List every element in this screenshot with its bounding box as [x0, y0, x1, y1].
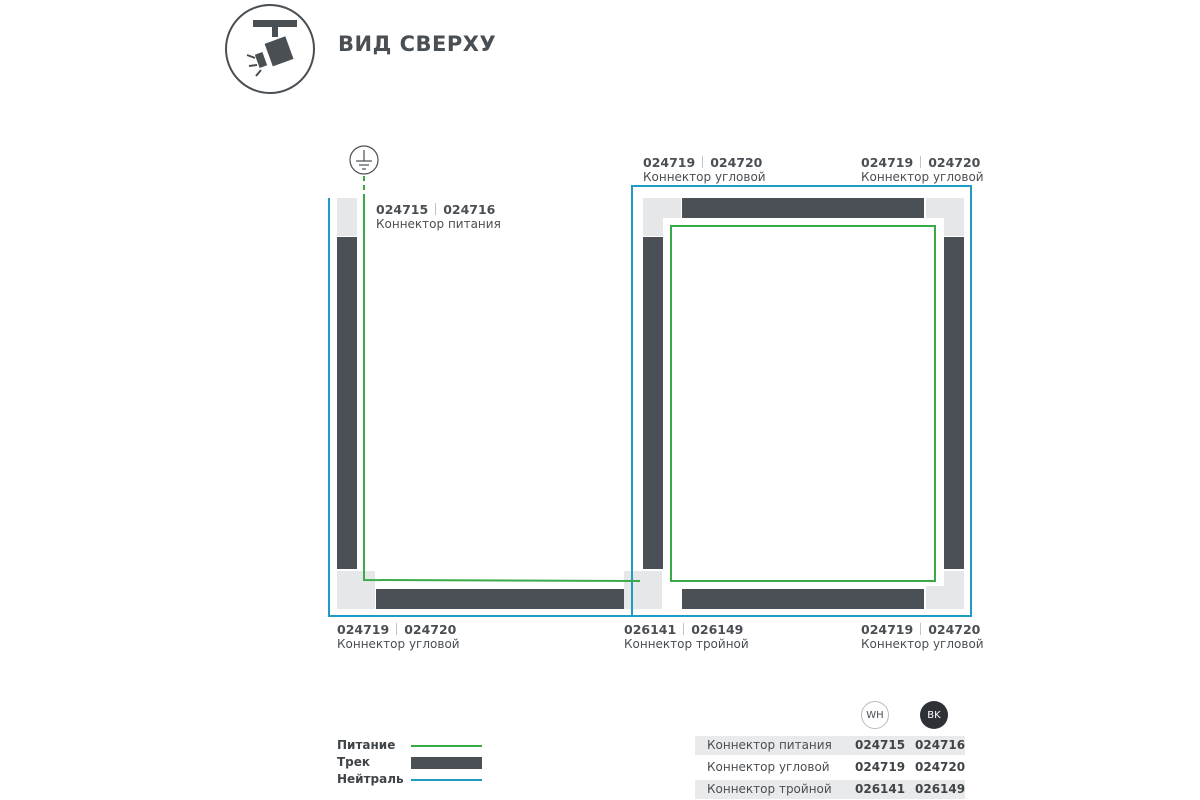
legend-power-swatch — [411, 745, 482, 747]
connector-label-triple: 026141 026149 Коннектор тройной — [624, 622, 749, 651]
track-bottom-right — [682, 589, 924, 609]
track-inner-left — [643, 237, 663, 569]
track-left — [337, 237, 357, 569]
track-bottom-left — [376, 589, 624, 609]
legend-neutral-swatch — [411, 779, 482, 781]
page-title: ВИД СВЕРХУ — [338, 32, 497, 56]
badge-white: WH — [861, 701, 889, 729]
connector-label-corner-top-right: 024719 024720 Коннектор угловой — [861, 155, 984, 184]
connector-label-corner-top-left: 024719 024720 Коннектор угловой — [643, 155, 766, 184]
table-row: Коннектор угловой 024719 024720 — [707, 760, 966, 774]
table-row: Коннектор питания 024715 024716 — [695, 736, 965, 755]
connector-label-corner-bottom-right: 024719 024720 Коннектор угловой — [861, 622, 984, 651]
track-top-right — [682, 198, 924, 218]
legend-track-swatch — [411, 757, 482, 769]
badge-black: BK — [920, 701, 948, 729]
table-row: Коннектор тройной 026141 026149 — [695, 780, 965, 799]
connector-label-power: 024715 024716 Коннектор питания — [376, 202, 501, 231]
connector-label-corner-bottom-left: 024719 024720 Коннектор угловой — [337, 622, 460, 651]
ground-icon — [350, 146, 378, 174]
track-right — [944, 237, 964, 569]
